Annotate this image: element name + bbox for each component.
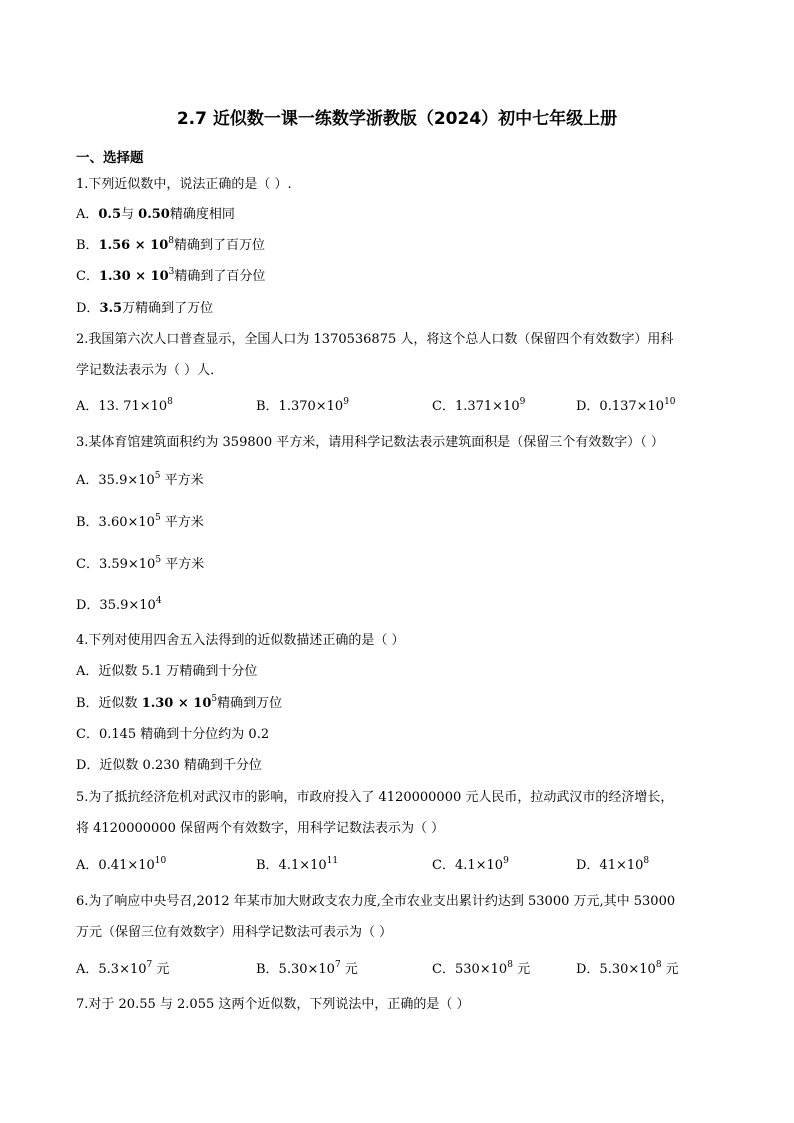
question-4-option-c: C．0.145 精确到十分位约为 0.2 — [76, 727, 270, 742]
option-text: 元 — [340, 962, 358, 977]
question-5-option-c — [432, 857, 509, 875]
exponent: 9 — [343, 397, 349, 407]
option-text: 精确到了百万位 — [174, 238, 266, 253]
option-text: C．1.371×10 — [432, 399, 520, 414]
option-text: B．4.1×10 — [256, 858, 327, 873]
option-text: 与 — [121, 207, 139, 222]
option-text: D．35.9×10 — [76, 598, 156, 613]
math-value: 3.5 — [99, 301, 123, 316]
question-1-option-a — [76, 206, 235, 224]
option-text: A．35.9×10 — [76, 473, 155, 488]
option-text: 平方米 — [161, 557, 205, 572]
question-5-option-b — [256, 857, 338, 875]
question-5-stem-line-1: 5.为了抵抗经济危机对武汉市的影响，市政府投入了 4120000000 元人民币，拉动武汉市的经济增长， — [76, 790, 674, 805]
option-text: 平方米 — [160, 515, 204, 530]
exponent: 5 — [154, 513, 161, 523]
exponent: 8 — [507, 960, 513, 970]
option-label: A． — [76, 207, 99, 222]
option-text: 精确到了百分位 — [174, 269, 266, 284]
question-2-option-c — [432, 398, 525, 416]
question-3-stem: 3.某体育馆建筑面积约为 359800 平方米，请用科学记数法表示建筑面积是（保留三个有效数字）（ ） — [76, 435, 664, 450]
option-text: D．5.30×10 — [576, 962, 656, 977]
exponent: 9 — [503, 856, 509, 866]
option-text: B．5.30×10 — [256, 962, 335, 977]
option-text: C．3.59×10 — [76, 557, 156, 572]
exponent: 8 — [168, 236, 174, 246]
question-2-option-a — [76, 398, 173, 416]
question-3-option-b — [76, 514, 204, 532]
exponent: 5 — [155, 555, 162, 565]
option-text: 平方米 — [160, 473, 204, 488]
option-text: C．530×10 — [432, 962, 508, 977]
math-value: 1.30 × 10 — [98, 269, 169, 284]
math-value: 1.56 × 10 — [98, 238, 169, 253]
question-6-stem-line-1: 6.为了响应中央号召,2012 年某市加大财政支农力度,全市农业支出累计约达到 53000 万元,其中 53000 — [76, 894, 676, 909]
option-text: 万精确到了万位 — [122, 301, 214, 316]
exponent: 8 — [643, 856, 650, 866]
question-1-option-d — [76, 300, 213, 318]
section-heading: 一、选择题 — [76, 150, 144, 166]
question-4-option-a: A．近似数 5.1 万精确到十分位 — [76, 664, 258, 679]
question-4-option-b — [76, 695, 282, 713]
option-text: 元 — [512, 962, 531, 977]
option-text: B．1.370×10 — [256, 399, 344, 414]
exponent: 5 — [154, 471, 161, 481]
exponent: 7 — [334, 960, 341, 970]
question-2-option-b — [256, 398, 349, 416]
question-2-stem-line-1: 2.我国第六次人口普查显示，全国人口为 1370536875 人，将这个总人口数（保留四个有效数字）用科 — [76, 332, 674, 347]
question-1-option-b — [76, 237, 265, 255]
exponent: 3 — [168, 267, 175, 277]
exponent: 10 — [664, 397, 676, 407]
option-text: A．0.41×10 — [76, 858, 155, 873]
question-7-stem: 7.对于 20.55 与 2.055 这两个近似数，下列说法中，正确的是（ ） — [76, 997, 470, 1012]
exponent: 10 — [154, 856, 167, 866]
question-2-option-d — [576, 398, 676, 416]
option-text: B．3.60×10 — [76, 515, 155, 530]
question-6-option-c — [432, 961, 530, 979]
math-value: 0.5 — [98, 207, 122, 222]
question-5-stem-line-2: 将 4120000000 保留两个有效数字，用科学记数法表示为（ ） — [76, 821, 445, 836]
option-text: 元 — [661, 962, 679, 977]
option-text: 精确到万位 — [217, 696, 283, 711]
option-label: C． — [76, 269, 99, 284]
question-3-option-c — [76, 556, 204, 574]
exponent: 9 — [519, 397, 526, 407]
question-3-option-d — [76, 597, 162, 615]
exponent: 7 — [146, 960, 153, 970]
question-1-stem: 1.下列近似数中，说法正确的是（ ）. — [76, 177, 292, 192]
question-5-option-d — [576, 857, 649, 875]
option-text: D．0.137×10 — [576, 399, 665, 414]
option-text: B．近似数 — [76, 696, 142, 711]
exponent: 5 — [211, 694, 218, 704]
question-6-stem-line-2: 万元（保留三位有效数字）用科学记数法可表示为（ ） — [76, 925, 393, 940]
option-text: 元 — [152, 962, 170, 977]
exponent: 4 — [155, 596, 162, 606]
option-text: 精确度相同 — [169, 207, 235, 222]
math-value: 0.50 — [138, 207, 170, 222]
question-1-option-c — [76, 268, 265, 286]
exponent: 11 — [326, 856, 339, 866]
question-4-stem: 4.下列对使用四舍五入法得到的近似数描述正确的是（ ） — [76, 633, 405, 648]
question-4-option-d: D．近似数 0.230 精确到千分位 — [76, 758, 262, 773]
question-3-option-a — [76, 472, 204, 490]
question-6-option-a — [76, 961, 169, 979]
page-title: 2.7 近似数一课一练数学浙教版（2024）初中七年级上册 — [176, 109, 618, 129]
math-value: 1.30 × 10 — [141, 696, 212, 711]
question-5-option-a — [76, 857, 166, 875]
exponent: 8 — [167, 397, 173, 407]
option-text: C．4.1×10 — [432, 858, 504, 873]
option-text: D．41×10 — [576, 858, 644, 873]
option-text: A．5.3×10 — [76, 962, 147, 977]
option-label: B． — [76, 238, 99, 253]
exponent: 8 — [655, 960, 662, 970]
option-text: A．13. 71×10 — [76, 399, 168, 414]
question-6-option-d — [576, 961, 679, 979]
question-6-option-b — [256, 961, 358, 979]
option-label: D． — [76, 301, 100, 316]
question-2-stem-line-2: 学记数法表示为（ ）人． — [76, 363, 224, 378]
